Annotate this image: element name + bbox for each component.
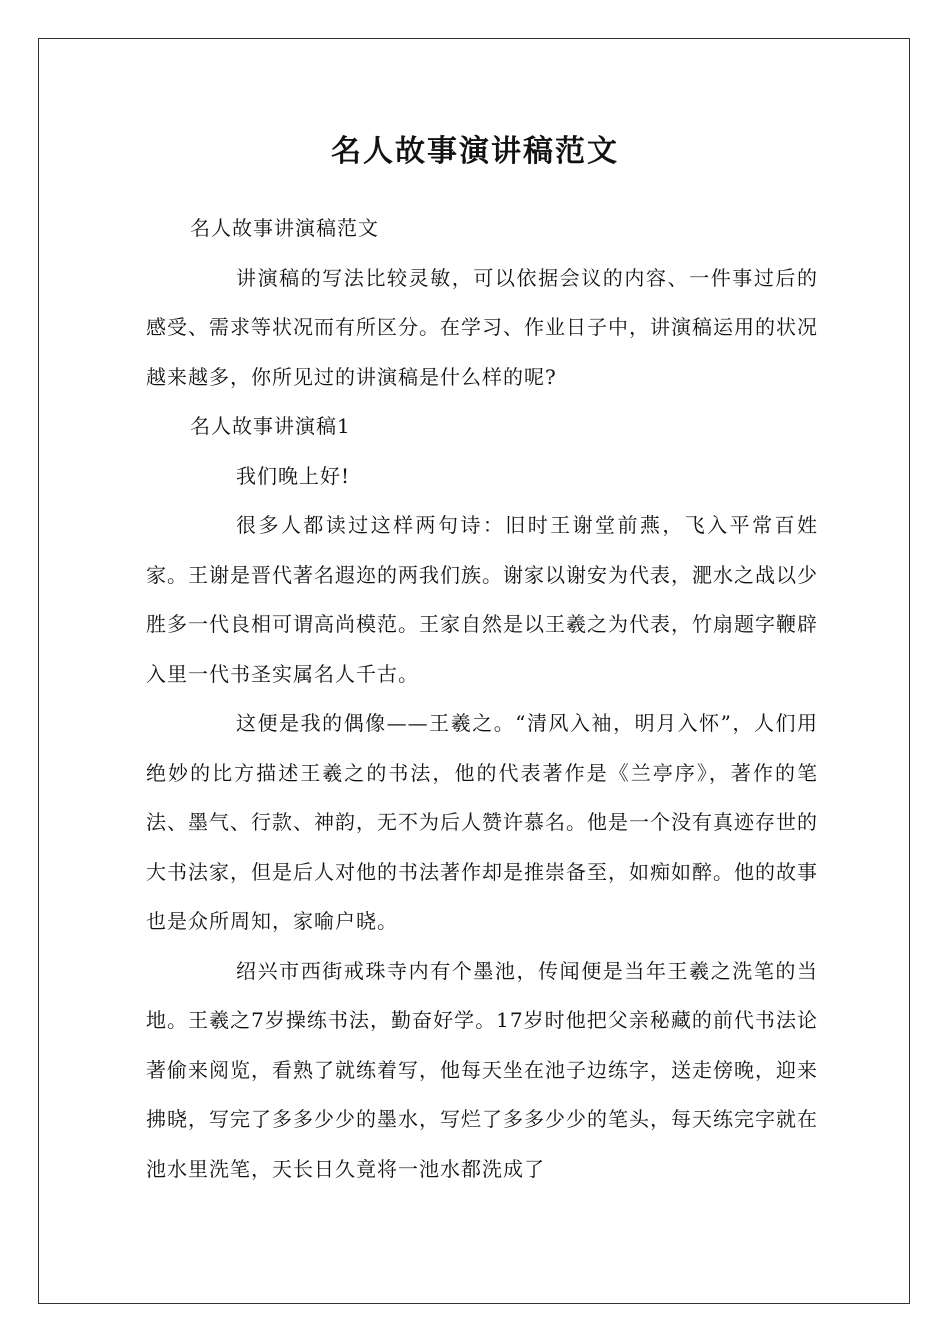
section-heading: 名人故事讲演稿1	[190, 414, 351, 438]
body-paragraph: 很多人都读过这样两句诗：旧时王谢堂前燕，飞入平常百姓家。王谢是晋代著名遐迩的两我们族。谢家以谢安为代表，淝水之战以少胜多一代良相可谓高尚模范。王家自然是以王羲之为代表，竹扇题字鞭辟入里一代书圣实属名人千古。	[146, 513, 818, 686]
document-title: 名人故事演讲稿范文	[331, 134, 619, 169]
body-paragraph: 这便是我的偶像——王羲之。“清风入袖，明月入怀”，人们用绝妙的比方描述王羲之的书法，他的代表著作是《兰亭序》，著作的笔法、墨气、行款、神韵，无不为后人赞许慕名。他是一个没有真迹存世的大书法家，但是后人对他的书法著作却是推崇备至，如痴如醉。他的故事也是众所周知，家喻户晓。	[146, 711, 818, 933]
body-paragraph: 绍兴市西街戒珠寺内有个墨池，传闻便是当年王羲之洗笔的当地。王羲之7岁操练书法，勤奋好学。17岁时他把父亲秘藏的前代书法论著偷来阅览，看熟了就练着写，他每天坐在池子边练字，送走傍晚，迎来拂晓，写完了多多少少的墨水，写烂了多多少少的笔头，每天练完字就在池水里洗笔，天长日久竟将一池水都洗成了	[146, 958, 818, 1181]
document-body	[146, 204, 818, 1194]
greeting-paragraph: 我们晚上好!	[236, 463, 351, 488]
subtitle-paragraph: 名人故事讲演稿范文	[190, 216, 379, 240]
intro-paragraph: 讲演稿的写法比较灵敏，可以依据会议的内容、一件事过后的感受、需求等状况而有所区分。在学习、作业日子中，讲演稿运用的状况越来越多，你所见过的讲演稿是什么样的呢?	[146, 265, 818, 389]
